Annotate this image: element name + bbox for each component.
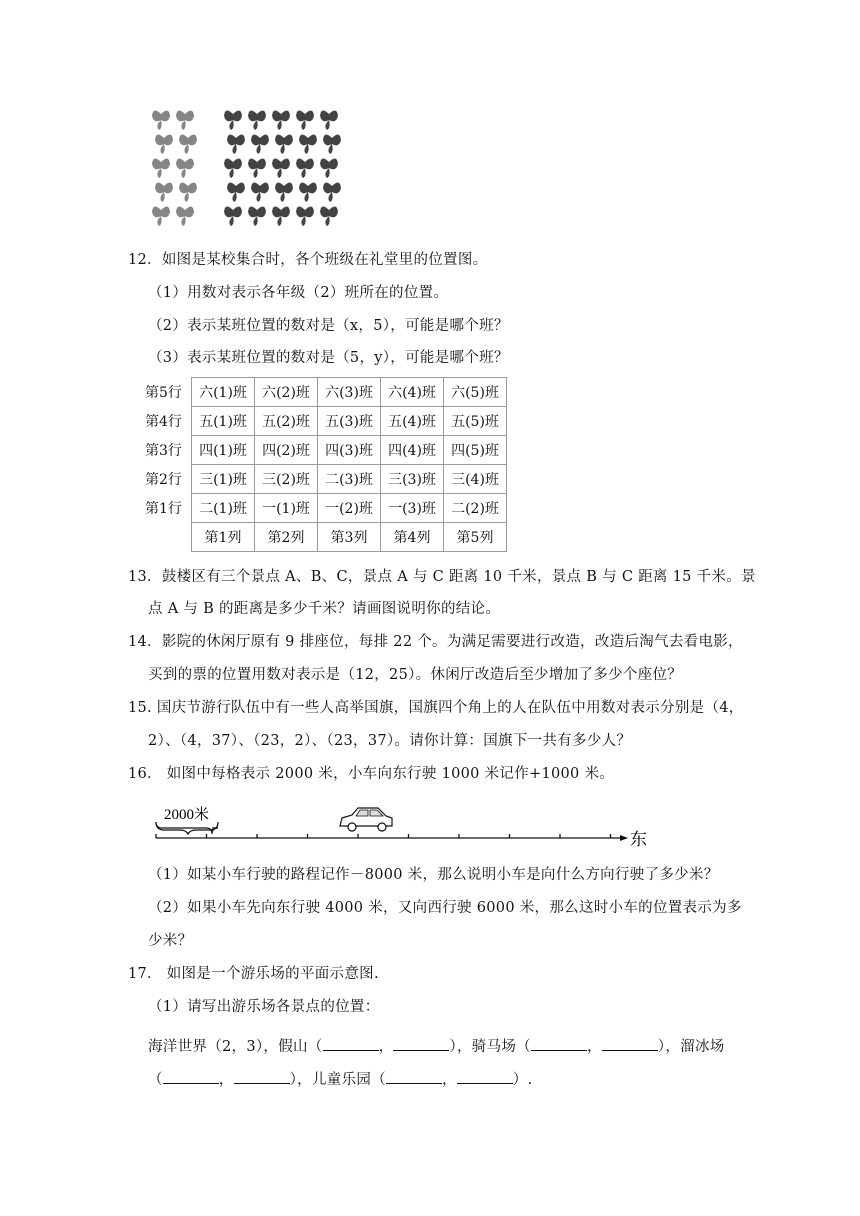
butterfly-shape [323, 182, 341, 202]
q16-sub2-line1: （2）如果小车先向东行驶 4000 米，又向西行驶 6000 米，那么这时小车的位置表示为多 [148, 900, 742, 916]
row-label: 第2行 [145, 472, 182, 488]
q13-line1: 13．鼓楼区有三个景点 A、B、C，景点 A 与 C 距离 10 千米，景点 B 与 C 距离 15 千米。景 [128, 569, 756, 585]
butterfly-shape [155, 182, 173, 202]
butterfly-shape [224, 158, 242, 178]
class-cell: 四(4)班 [381, 436, 444, 465]
class-cell: 四(1)班 [192, 436, 255, 465]
q12-sub3: （3）表示某班位置的数对是（5，y），可能是哪个班？ [148, 350, 509, 366]
table-row [145, 378, 507, 407]
q16-title: 16． 如图中每格表示 2000 米，小车向东行驶 1000 米记作+1000 米。 [128, 766, 615, 782]
class-cell: 六(1)班 [192, 378, 255, 407]
butterfly-shape [272, 206, 290, 226]
butterfly-shape [320, 110, 338, 130]
butterfly-shape [176, 158, 194, 178]
butterfly-shape [152, 206, 170, 226]
horse-y-blank[interactable] [602, 1036, 658, 1051]
q12-sub2: （2）表示某班位置的数对是（x，5），可能是哪个班？ [148, 318, 509, 334]
class-cell: 五(2)班 [255, 407, 318, 436]
class-cell: 四(5)班 [444, 436, 507, 465]
class-cell: 五(3)班 [318, 407, 381, 436]
butterfly-shape [296, 110, 314, 130]
q15-line2: 2）、（4，37）、（23，2）、（23，37）。请你计算：国旗下一共有多少人？ [148, 733, 632, 749]
class-cell: 三(2)班 [255, 465, 318, 494]
butterfly-shape [320, 158, 338, 178]
q15-line1: 15. 国庆节游行队伍中有一些人高举国旗，国旗四个角上的人在队伍中用数对表示分别是（4， [128, 700, 744, 716]
comma: ， [586, 1039, 602, 1055]
skating-label: 溜冰场 [680, 1039, 725, 1055]
class-cell: 一(3)班 [381, 494, 444, 523]
butterfly-group [152, 110, 341, 226]
butterfly-shape [179, 134, 197, 154]
close-comma: ）， [657, 1039, 681, 1055]
direction-label: 东 [630, 830, 647, 849]
q17-answer-line1 [148, 1036, 725, 1057]
number-line-figure [150, 800, 647, 854]
column-label: 第4列 [381, 523, 444, 552]
butterfly-shape [176, 110, 194, 130]
q17-sub1: （1）请写出游乐场各景点的位置： [148, 999, 380, 1015]
kids-y-blank[interactable] [457, 1069, 513, 1084]
class-cell: 二(2)班 [444, 494, 507, 523]
row-label: 第3行 [145, 443, 182, 459]
rockery-x-blank[interactable] [323, 1036, 379, 1051]
close-comma: ）， [449, 1039, 472, 1055]
q16-sub2-line2: 少米？ [148, 933, 193, 949]
rockery-label: 假山（ [278, 1039, 323, 1055]
butterfly-shape [152, 110, 170, 130]
butterfly-shape [155, 134, 173, 154]
row-label: 第1行 [145, 501, 182, 517]
skating-y-blank[interactable] [234, 1069, 290, 1084]
butterfly-shape [296, 158, 314, 178]
row-label: 第5行 [145, 385, 182, 401]
class-cell: 三(3)班 [381, 465, 444, 494]
butterfly-shape [227, 134, 245, 154]
table-row [145, 436, 507, 465]
class-cell: 三(1)班 [192, 465, 255, 494]
kids-x-blank[interactable] [386, 1069, 442, 1084]
q12-title: 12．如图是某校集合时，各个班级在礼堂里的位置图。 [128, 252, 488, 268]
class-cell: 四(3)班 [318, 436, 381, 465]
butterfly-shape [323, 134, 341, 154]
butterfly-shape [299, 134, 317, 154]
close-end: ）. [512, 1072, 533, 1088]
row-label: 第4行 [145, 414, 182, 430]
horse-x-blank[interactable] [531, 1036, 587, 1051]
q17-answer-line2 [148, 1069, 533, 1090]
butterfly-shape [179, 182, 197, 202]
column-label: 第2列 [255, 523, 318, 552]
q14-line2: 买到的票的位置用数对表示是（12，25）。休闲厅改造后至少增加了多少个座位？ [148, 667, 683, 683]
kids-label: 儿童乐园（ [311, 1072, 386, 1088]
q12-sub1: （1）用数对表示各年级（2）班所在的位置。 [148, 285, 449, 301]
class-cell: 二(3)班 [318, 465, 381, 494]
butterfly-pattern-image [153, 104, 353, 232]
class-cell: 六(4)班 [381, 378, 444, 407]
q13-line2: 点 A 与 B 的距离是多少千米？请画图说明你的结论。 [148, 601, 501, 617]
class-cell: 三(4)班 [444, 465, 507, 494]
ocean-world-position: 海洋世界（2，3）， [148, 1039, 279, 1055]
butterfly-shape [224, 110, 242, 130]
butterfly-shape [224, 206, 242, 226]
q17-title: 17． 如图是一个游乐场的平面示意图. [128, 966, 379, 982]
butterfly-shape [299, 182, 317, 202]
butterfly-shape [152, 158, 170, 178]
column-label: 第5列 [444, 523, 507, 552]
butterfly-shape [248, 158, 266, 178]
q14-line1: 14．影院的休闲厅原有 9 排座位，每排 22 个。为满足需要进行改造，改造后淘气去看电影， [128, 634, 743, 650]
open-paren: （ [148, 1072, 163, 1088]
close-comma: ）， [289, 1072, 312, 1088]
comma: ， [378, 1039, 394, 1055]
column-label: 第3列 [318, 523, 381, 552]
axis-arrow [620, 835, 628, 841]
class-cell: 六(5)班 [444, 378, 507, 407]
butterfly-shape [320, 206, 338, 226]
butterfly-shape [176, 206, 194, 226]
butterfly-shape [227, 182, 245, 202]
empty-corner [145, 523, 192, 552]
butterfly-shape [296, 206, 314, 226]
butterfly-shape [248, 206, 266, 226]
seat-table [145, 377, 507, 552]
butterfly-shape [248, 110, 266, 130]
class-cell: 四(2)班 [255, 436, 318, 465]
class-cell: 五(1)班 [192, 407, 255, 436]
scale-label: 2000米 [164, 807, 210, 823]
class-cell: 六(3)班 [318, 378, 381, 407]
butterfly-shape [251, 182, 269, 202]
class-cell: 五(4)班 [381, 407, 444, 436]
skating-x-blank[interactable] [163, 1069, 219, 1084]
car-icon [340, 808, 392, 831]
class-cell: 二(1)班 [192, 494, 255, 523]
class-cell: 一(1)班 [255, 494, 318, 523]
q16-sub1: （1）如某小车行驶的路程记作－8000 米，那么说明小车是向什么方向行驶了多少米？ [148, 867, 719, 883]
table-row [145, 407, 507, 436]
table-row [145, 465, 507, 494]
butterfly-shape [272, 158, 290, 178]
comma: ， [218, 1072, 234, 1088]
horse-label: 骑马场（ [471, 1039, 531, 1055]
rockery-y-blank[interactable] [393, 1036, 449, 1051]
class-cell: 五(5)班 [444, 407, 507, 436]
table-row [145, 494, 507, 523]
column-label-row [145, 523, 507, 552]
butterfly-shape [272, 110, 290, 130]
comma: ， [441, 1072, 457, 1088]
butterfly-shape [251, 134, 269, 154]
class-cell: 一(2)班 [318, 494, 381, 523]
class-cell: 六(2)班 [255, 378, 318, 407]
column-label: 第1列 [192, 523, 255, 552]
butterfly-shape [275, 134, 293, 154]
butterfly-shape [275, 182, 293, 202]
